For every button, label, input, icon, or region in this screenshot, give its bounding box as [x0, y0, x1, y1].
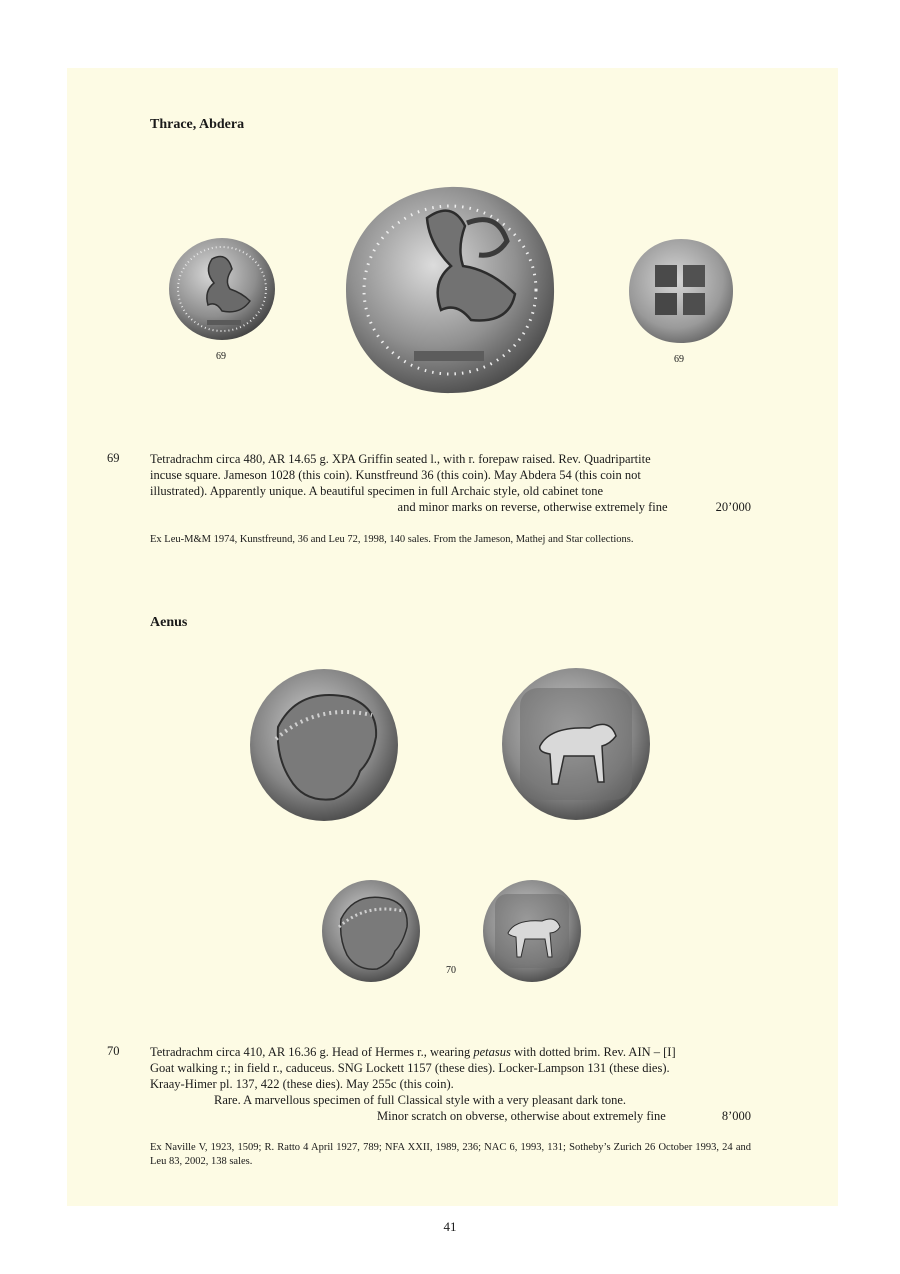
lot-70-price: 8’000 [721, 1109, 751, 1123]
lot-description-69 [150, 451, 751, 515]
lot-70-line-3: Kraay-Himer pl. 137, 422 (these dies). May 255c (this coin). [150, 1077, 454, 1091]
lot-69-provenance: Ex Leu-M&M 1974, Kunstfreund, 36 and Leu 72, 1998, 140 sales. From the Jameson, Mathej and Star collections. [150, 534, 634, 545]
lot-70-line-1-post: with dotted brim. Rev. AIN – [I] [510, 1045, 676, 1059]
section-heading-abdera: Thrace, Abdera [150, 117, 245, 132]
lot-69-line-3: illustrated). Apparently unique. A beautiful specimen in full Archaic style, old cabinet tone [150, 484, 604, 498]
coin-image-abdera-reverse [627, 237, 735, 345]
lot-number-70: 70 [107, 1044, 120, 1058]
coin-image-aenus-reverse-small [482, 879, 582, 983]
lot-70-line-5-row [150, 1108, 751, 1124]
figure-label-69-left: 69 [216, 351, 226, 362]
lot-70-line-1-em: petasus [473, 1045, 511, 1059]
lot-70-line-1-pre: Tetradrachm circa 410, AR 16.36 g. Head of Hermes r., wearing [150, 1045, 474, 1059]
lot-70-line-4: Rare. A marvellous specimen of full Classical style with a very pleasant dark tone. [214, 1093, 627, 1107]
coin-image-abdera-obverse-large [342, 183, 558, 397]
figure-label-70: 70 [446, 965, 456, 976]
lot-69-line-1: Tetradrachm circa 480, AR 14.65 g. XPA Griffin seated l., with r. forepaw raised. Rev. Quadripartite [150, 452, 651, 466]
lot-70-line-2: Goat walking r.; in field r., caduceus. SNG Lockett 1157 (these dies). Locker-Lampson 131 (these dies). [150, 1061, 670, 1075]
lot-69-line-4-row [150, 499, 751, 515]
coin-image-abdera-obverse-small [167, 234, 277, 344]
lot-69-line-4: and minor marks on reverse, otherwise extremely fine [397, 500, 668, 514]
lot-number-69: 69 [107, 451, 120, 465]
coin-image-aenus-reverse-large [500, 666, 652, 822]
section-heading-aenus: Aenus [150, 615, 188, 630]
lot-69-line-2: incuse square. Jameson 1028 (this coin). Kunstfreund 36 (this coin). May Abdera 54 (this coin not [150, 468, 641, 482]
lot-69-price: 20’000 [715, 500, 751, 514]
page-number: 41 [443, 1219, 457, 1234]
lot-70-line-5: Minor scratch on obverse, otherwise about extremely fine [377, 1109, 666, 1123]
lot-70-line-1 [150, 1044, 751, 1060]
coin-image-aenus-obverse-large [248, 667, 400, 823]
lot-description-70 [150, 1044, 751, 1124]
figure-label-69-right: 69 [674, 354, 684, 365]
lot-70-provenance: Ex Naville V, 1923, 1509; R. Ratto 4 April 1927, 789; NFA XXII, 1989, 236; NAC 6, 1993, 131; Sotheby’s Zurich 26 October 1993, 24 and Leu 83, 2002, 138 sales. [150, 1142, 751, 1167]
coin-image-aenus-obverse-small [321, 879, 421, 983]
